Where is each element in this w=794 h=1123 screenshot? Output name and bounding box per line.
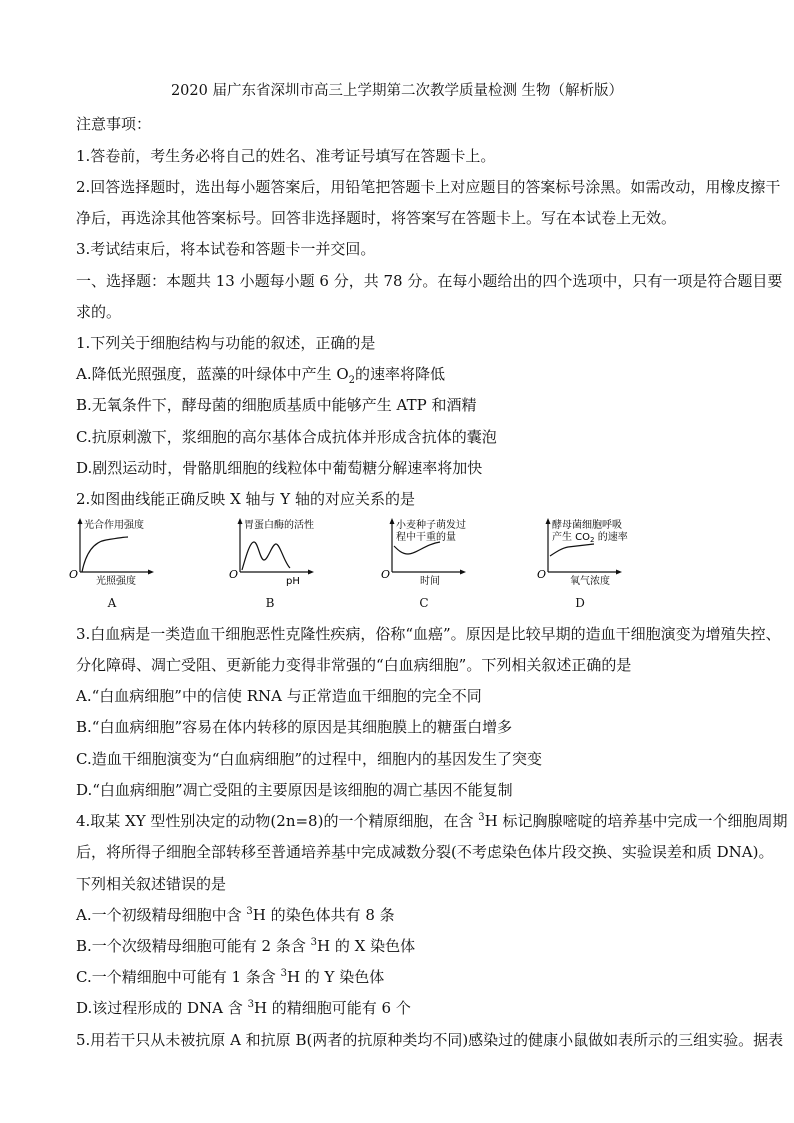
superscript: 3 xyxy=(247,999,254,1010)
question-4-option-c xyxy=(76,967,736,987)
question-2-stem: 2.如图曲线能正确反映 X 轴与 Y 轴的对应关系的是 xyxy=(76,490,415,508)
figure-c-graph xyxy=(378,516,508,596)
curve-d xyxy=(550,544,594,556)
figure-b-xlabel: pH xyxy=(286,576,300,587)
curve-a xyxy=(82,537,128,572)
figure-b xyxy=(226,516,356,612)
option-text: A.降低光照强度，蓝藻的叶绿体中产生 O xyxy=(76,365,349,383)
figure-d-ylabel-line-1: 酵母菌细胞呼吸 xyxy=(552,520,622,531)
question-3-option-a: A.“白血病细胞”中的信使 RNA 与正常造血干细胞的完全不同 xyxy=(76,687,482,705)
figure-d-label: D xyxy=(575,596,585,610)
superscript: 3 xyxy=(310,937,318,948)
notice-item-3: 3.考试结束后，将本试卷和答题卡一并交回。 xyxy=(76,240,376,258)
figure-a-ylabel: 光合作用强度 xyxy=(84,520,144,531)
option-text: B.一个次级精母细胞可能有 2 条含 xyxy=(76,937,311,955)
question-4-option-b xyxy=(76,936,736,956)
curve-c xyxy=(394,542,440,554)
document-title: 2020 届广东省深圳市高三上学期第二次教学质量检测 生物（解析版） xyxy=(170,83,624,99)
figure-c xyxy=(378,516,508,612)
question-3-stem-line-2: 分化障碍、凋亡受阻、更新能力变得非常强的“白血病细胞”。下列相关叙述正确的是 xyxy=(76,656,632,674)
figure-c-ylabel-line-2: 程中干重的量 xyxy=(396,532,456,543)
figure-a-origin: O xyxy=(69,568,79,581)
figure-a-graph xyxy=(66,516,196,596)
figure-d-xlabel: 氧气浓度 xyxy=(570,576,610,587)
question-1-option-d: D.剧烈运动时，骨骼肌细胞的线粒体中葡萄糖分解速率将加快 xyxy=(76,459,483,477)
figure-b-origin: O xyxy=(229,568,239,581)
question-3-option-b: B.“白血病细胞”容易在体内转移的原因是其细胞膜上的糖蛋白增多 xyxy=(76,718,513,736)
option-text: H 的 Y 染色体 xyxy=(286,968,385,986)
figure-c-xlabel: 时间 xyxy=(420,576,440,587)
option-text: C.一个精细胞中可能有 1 条含 xyxy=(76,968,281,986)
figure-d-origin: O xyxy=(537,568,547,581)
figure-a-label: A xyxy=(107,596,117,610)
question-3-option-c: C.造血干细胞演变为“白血病细胞”的过程中，细胞内的基因发生了突变 xyxy=(76,750,543,768)
question-1-stem: 1.下列关于细胞结构与功能的叙述，正确的是 xyxy=(76,334,376,352)
option-text: H 的染色体共有 8 条 xyxy=(252,906,395,924)
notice-heading: 注意事项： xyxy=(76,115,152,133)
stem-text: 4.取某 XY 型性别决定的动物(2n=8)的一个精原细胞，在含 xyxy=(76,812,479,830)
figure-d xyxy=(534,516,664,612)
curve-b xyxy=(242,542,290,570)
question-4-option-d xyxy=(76,998,736,1018)
option-text: A.一个初级精母细胞中含 xyxy=(76,906,247,924)
question-1-option-c: C.抗原刺激下，浆细胞的高尔基体合成抗体并形成含抗体的囊泡 xyxy=(76,428,497,446)
figure-a-xlabel: 光照强度 xyxy=(96,576,136,587)
superscript: 3 xyxy=(478,812,485,823)
question-3-option-d: D.“白血病细胞”凋亡受阻的主要原因是该细胞的凋亡基因不能复制 xyxy=(76,781,513,799)
figure-c-label: C xyxy=(419,596,429,610)
question-3-stem-line-1: 3.白血病是一类造血干细胞恶性克隆性疾病，俗称“血癌”。原因是比较早期的造血干细胞演变为增殖失控、 xyxy=(76,625,781,643)
superscript: 3 xyxy=(246,906,253,917)
figure-c-origin: O xyxy=(381,568,391,581)
question-4-option-a xyxy=(76,905,736,925)
question-5-stem-line-1: 5.用若干只从未被抗原 A 和抗原 B(两者的抗原种类均不同)感染过的健康小鼠做如表所示的三组实验。据表 xyxy=(76,1031,784,1049)
question-2-figures xyxy=(66,516,706,616)
notice-item-2-line-1: 2.回答选择题时，选出每小题答案后，用铅笔把答题卡上对应题目的答案标号涂黑。如需改动，用橡皮擦干 xyxy=(76,178,781,196)
figure-b-ylabel: 胃蛋白酶的活性 xyxy=(244,520,314,531)
question-4-stem-line-3: 下列相关叙述错误的是 xyxy=(76,875,227,893)
figure-b-graph xyxy=(226,516,356,596)
option-text: 的速率将降低 xyxy=(355,365,446,383)
figure-d-ylabel-line-2: 产生 $CO_2$ 的速率 xyxy=(552,532,628,544)
subscript: 2 xyxy=(348,375,356,386)
option-text: H 的 X 染色体 xyxy=(317,937,416,955)
stem-text: H 标记胸腺嘧啶的培养基中完成一个细胞周期 xyxy=(484,812,788,830)
figure-c-ylabel-line-1: 小麦种子萌发过 xyxy=(396,520,466,531)
question-1-option-b: B.无氧条件下，酵母菌的细胞质基质中能够产生 ATP 和酒精 xyxy=(76,396,477,414)
question-4-stem-line-1 xyxy=(76,811,788,831)
option-text: D.该过程形成的 DNA 含 xyxy=(76,999,248,1017)
figure-d-graph xyxy=(534,516,664,596)
notice-item-1: 1.答卷前，考生务必将自己的姓名、准考证号填写在答题卡上。 xyxy=(76,147,496,165)
question-1-option-a xyxy=(76,364,736,384)
superscript: 3 xyxy=(280,968,287,979)
option-text: H 的精细胞可能有 6 个 xyxy=(253,999,411,1017)
figure-a xyxy=(66,516,196,612)
section-1-heading-line-1: 一、选择题：本题共 13 小题每小题 6 分，共 78 分。在每小题给出的四个选项中，只有一项是符合题目要 xyxy=(76,272,783,290)
question-4-stem-line-2: 后，将所得子细胞全部转移至普通培养基中完成减数分裂(不考虑染色体片段交换、实验误差和质 DNA)。 xyxy=(76,843,774,861)
section-1-heading-line-2: 求的。 xyxy=(76,303,122,321)
notice-item-2-line-2: 净后，再选涂其他答案标号。回答非选择题时，将答案写在答题卡上。写在本试卷上无效。 xyxy=(76,209,677,227)
figure-b-label: B xyxy=(265,596,275,610)
